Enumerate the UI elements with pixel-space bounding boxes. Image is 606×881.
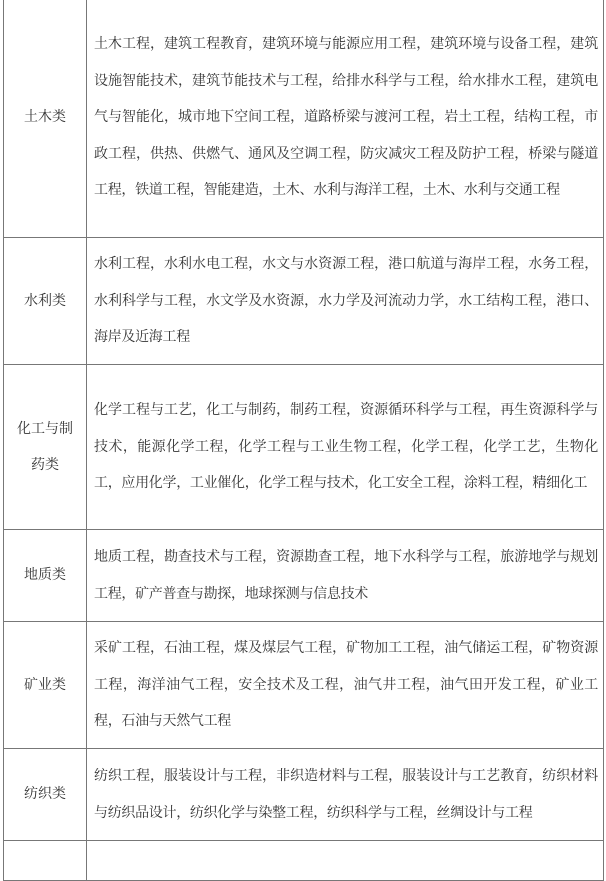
table-row (4, 622, 604, 749)
majors-table (3, 0, 604, 881)
table-row (4, 238, 604, 365)
majors-cell: 地质工程，勘查技术与工程，资源勘查工程，地下水科学与工程，旅游地学与规划工程，矿产普查与勘探，地球探测与信息技术 (87, 530, 604, 622)
table-row (4, 749, 604, 841)
majors-cell: 水利工程，水利水电工程，水文与水资源工程，港口航道与海岸工程，水务工程，水利科学与工程，水文学及水资源，水力学及河流动力学，水工结构工程，港口、海岸及近海工程 (87, 238, 604, 365)
majors-cell (87, 841, 604, 881)
category-label: 化工与制药类 (17, 420, 73, 473)
category-cell (4, 841, 87, 881)
category-cell: 土木类 (4, 0, 87, 238)
majors-cell: 采矿工程，石油工程，煤及煤层气工程，矿物加工工程，油气储运工程，矿物资源工程，海洋油气工程，安全技术及工程，油气井工程，油气田开发工程，矿业工程，石油与天然气工程 (87, 622, 604, 749)
category-cell: 纺织类 (4, 749, 87, 841)
category-cell: 水利类 (4, 238, 87, 365)
category-cell (4, 365, 87, 530)
table-row (4, 530, 604, 622)
table-row (4, 841, 604, 881)
category-cell: 矿业类 (4, 622, 87, 749)
table-row (4, 0, 604, 238)
category-cell: 地质类 (4, 530, 87, 622)
majors-cell: 纺织工程，服装设计与工程，非织造材料与工程，服装设计与工艺教育，纺织材料与纺织品设计，纺织化学与染整工程，纺织科学与工程，丝绸设计与工程 (87, 749, 604, 841)
majors-cell: 化学工程与工艺，化工与制药，制药工程，资源循环科学与工程，再生资源科学与技术，能源化学工程，化学工程与工业生物工程，化学工程，化学工艺，生物化工，应用化学，工业催化，化学工程与技术，化工安全工程，涂料工程，精细化工 (87, 365, 604, 530)
table-row (4, 365, 604, 530)
majors-cell: 土木工程，建筑工程教育，建筑环境与能源应用工程，建筑环境与设备工程，建筑设施智能技术，建筑节能技术与工程，给排水科学与工程，给水排水工程，建筑电气与智能化，城市地下空间工程，道路桥梁与渡河工程，岩土工程，结构工程，市政工程，供热、供燃气、通风及空调工程，防灾减灾工程及防护工程，桥梁与隧道工程，铁道工程，智能建造，土木、水利与海洋工程，土木、水利与交通工程 (87, 0, 604, 238)
